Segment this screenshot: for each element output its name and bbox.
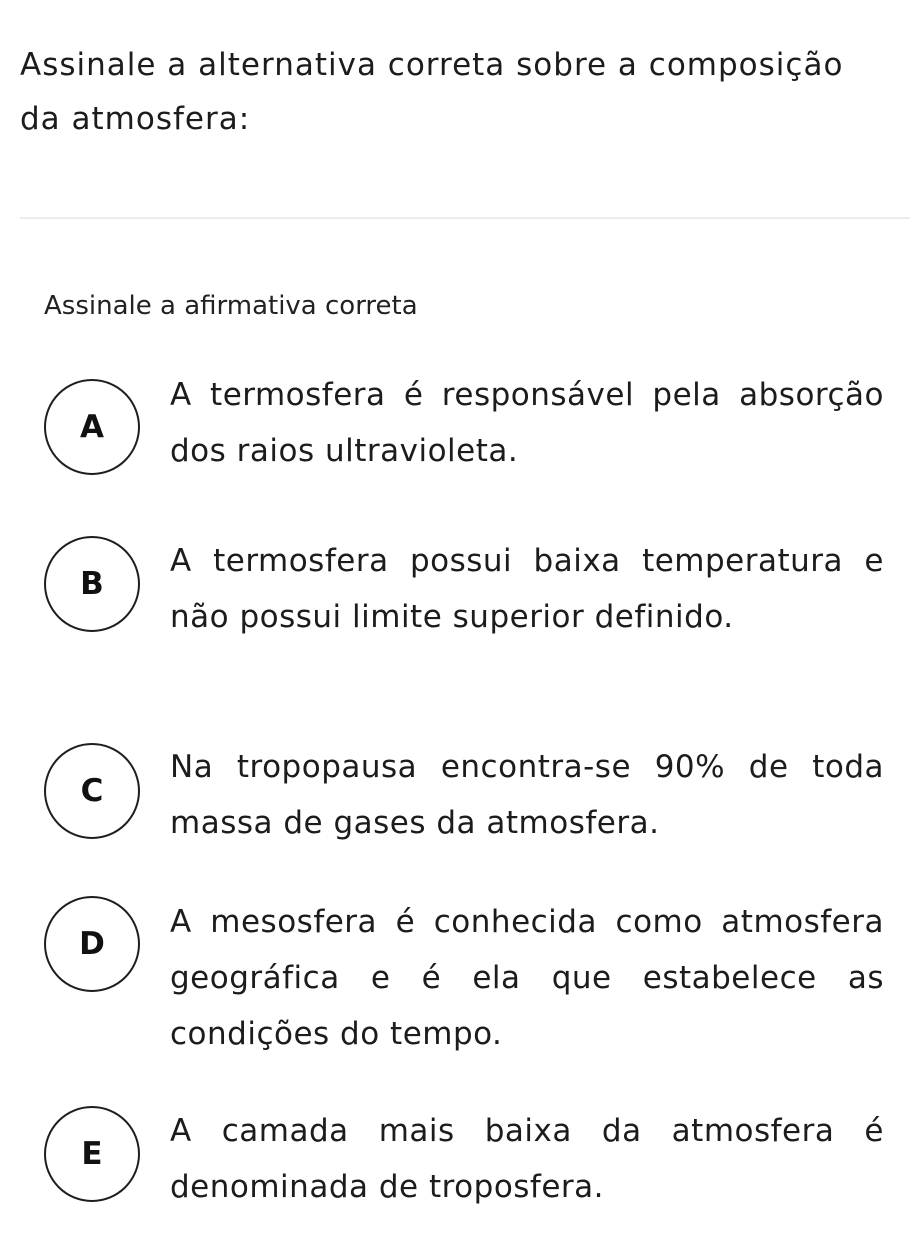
option-e[interactable] (44, 1106, 884, 1226)
option-b-letter[interactable]: B (44, 536, 140, 632)
option-a[interactable] (44, 377, 884, 497)
option-c-text[interactable]: Na tropopausa encontra-se 90% de toda massa de gases da atmosfera. (170, 749, 884, 841)
option-b-text[interactable]: A termosfera possui baixa temperatura e não possui limite superior definido. (170, 543, 884, 635)
option-b[interactable] (44, 534, 884, 694)
option-c-letter[interactable]: C (44, 743, 140, 839)
instruction-text: Assinale a afirmativa correta (44, 291, 418, 321)
option-d-text[interactable]: A mesosfera é conhecida como atmosfera geográfica e é ela que estabelece as condições do tempo. (170, 904, 884, 1052)
question-text: Assinale a alternativa correta sobre a composição da atmosfera: (20, 47, 844, 137)
option-d-letter[interactable]: D (44, 896, 140, 992)
option-a-letter[interactable]: A (44, 379, 140, 475)
option-c[interactable] (44, 741, 884, 861)
option-e-letter[interactable]: E (44, 1106, 140, 1202)
option-a-text[interactable]: A termosfera é responsável pela absorção dos raios ultravioleta. (170, 377, 884, 469)
option-d[interactable] (44, 896, 884, 1056)
option-e-text[interactable]: A camada mais baixa da atmosfera é denominada de troposfera. (170, 1113, 884, 1205)
divider (20, 217, 910, 219)
